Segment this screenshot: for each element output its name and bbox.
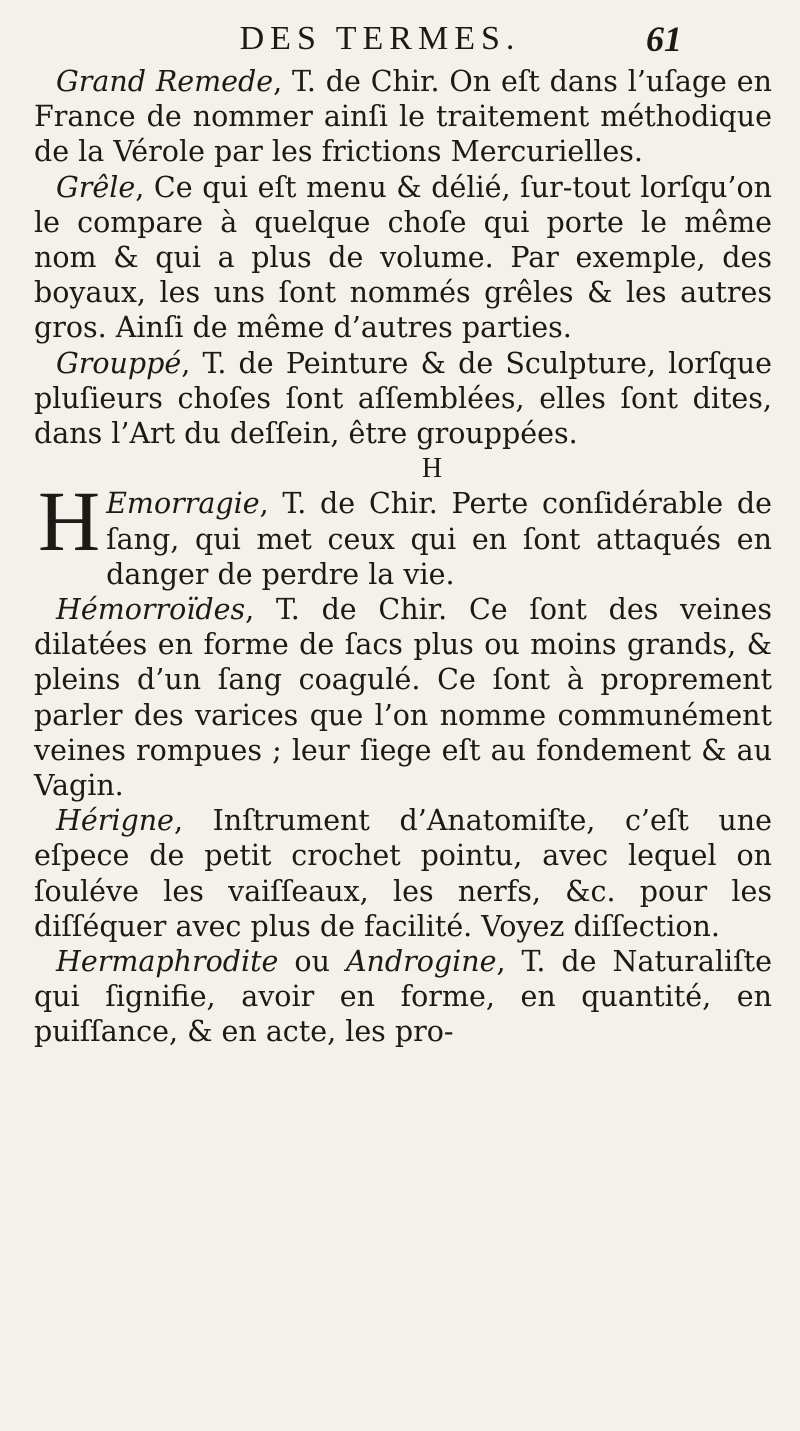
entry-definition: , T. de Chir. Perte conſidérable de ſang, qui met ceux qui en ſont attaqués en danger de perdre la vie. [106, 487, 772, 591]
entry-hermaphrodite [34, 944, 772, 1050]
entry-herigne [34, 803, 772, 944]
entry-term: Hémorroïdes [56, 593, 246, 627]
entry-grele [34, 170, 772, 346]
entry-definition: , T. de Peinture & de Sculpture, lorſque pluſieurs choſes ſont aſſemblées, elles ſont dites, dans l’Art du deſſein, être grouppées. [34, 346, 772, 451]
entry-term: Hérigne [56, 804, 174, 838]
section-letter-heading: H [421, 453, 443, 485]
entry-definition: , Inſtrument d’Anatomiſte, c’eſt une eſpece de petit crochet pointu, avec lequel on ſouléve les vaiſſeaux, les nerfs, &c. pour les diſſéquer avec plus de facilité. Voyez diſſection. [34, 804, 772, 943]
running-title: DES TERMES. [239, 20, 521, 57]
entry-connector: ou [278, 945, 346, 979]
entry-term: Grêle [56, 170, 136, 204]
entry-definition: , T. de Naturaliſte qui ſignifie, avoir en forme, en quantité, en puiſſance, & en acte, les pro- [34, 945, 772, 1049]
entry-definition: , Ce qui eſt menu & délié, ſur-tout lorſqu’on le compare à quelque choſe qui porte le même nom & qui a plus de volume. Par exemple, des boyaux, les uns ſont nommés grêles & les autres gros. Ainſi de même d’autres parties. [34, 170, 772, 345]
drop-cap: H [38, 473, 101, 570]
entry-hemorragie [34, 473, 772, 592]
entry-term: Grand Remede [56, 65, 274, 98]
dictionary-text [34, 64, 772, 1050]
entry-term: Grouppé [56, 346, 182, 380]
entry-grand-remede [34, 64, 772, 170]
entry-term: Hermaphrodite [56, 945, 279, 979]
page-number: 61 [646, 19, 682, 59]
entry-term-alternate: Androgine [345, 945, 497, 979]
entry-term: Emorragie [106, 487, 260, 521]
entry-definition: , T. de Chir. Ce ſont des veines dilatées en forme de ſacs plus ou moins grands, & pleins d’un ſang coagulé. Ce ſont à proprement parler des varices que l’on nomme communément veines rompues ; leur ſiege eſt au fondement & au Vagin. [34, 593, 772, 803]
entry-definition: , T. de Chir. On eſt dans l’uſage en France de nommer ainſi le traitement méthodique de la Vérole par les frictions Mercurielles. [34, 65, 772, 169]
entry-hemorroides [34, 592, 772, 803]
running-head [80, 18, 680, 64]
entry-grouppe [34, 346, 772, 452]
